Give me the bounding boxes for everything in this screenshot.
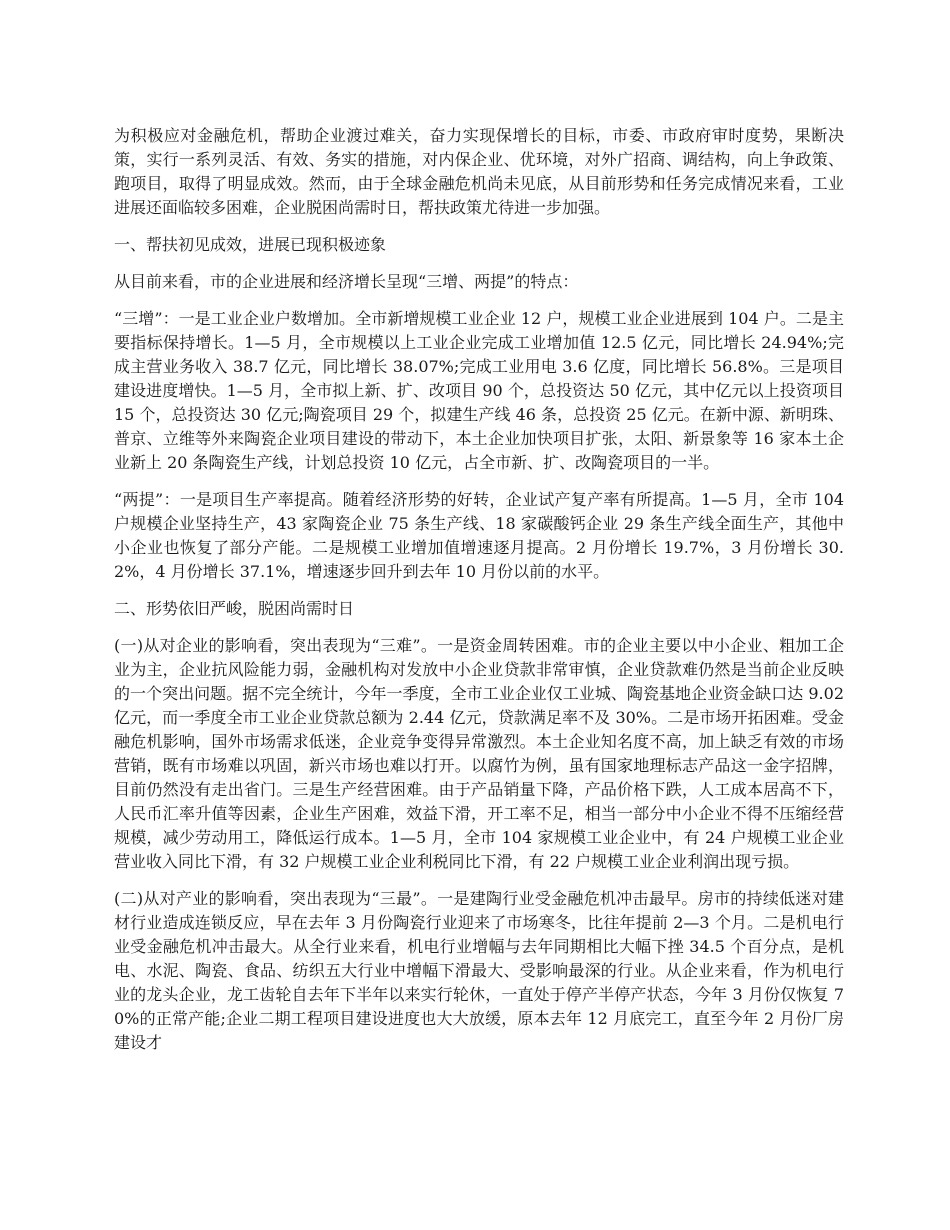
three-increases-paragraph: “三增”：一是工业企业户数增加。全市新增规模工业企业 12 户，规模工业企业进展到 104 户。二是主要指标保持增长。1—5 月，全市规模以上工业企业完成工业增加值 12.5 亿元，同比增长 24.94%;完成主营业务收入 38.7 亿元，同比增长 38.07%;完成工业用电 3.6 亿度，同比增长 56.8%。三是项目建设进度增快。1—5 月，全市拟上新、扩、改项目 90 个，总投资达 50 亿元，其中亿元以上投资项目 15 个，总投资达 30 亿元;陶瓷项目 29 个，拟建生产线 46 条，总投资 25 亿元。在新中源、新明珠、普京、立维等外来陶瓷企业项目建设的带动下，本土企业加快项目扩张，太阳、新景象等 16 家本土企业新上 20 条陶瓷生产线，计划总投资 10 亿元，占全市新、扩、改陶瓷项目的一半。 [114,309,844,472]
two-improvements-paragraph: “两提”：一是项目生产率提高。随着经济形势的好转，企业试产复产率有所提高。1—5 月，全市 104 户规模企业坚持生产，43 家陶瓷企业 75 条生产线、18 家碳酸钙企业 29 条生产线全面生产，其他中小企业也恢复了部分产能。二是规模工业增加值增速逐月提高。2 月份增长 19.7%，3 月份增长 30.2%，4 月份增长 37.1%，增速逐步回升到去年 10 月份以前的水平。 [114,490,844,581]
document-body [114,124,844,1068]
intro-paragraph: 为积极应对金融危机，帮助企业渡过难关，奋力实现保增长的目标，市委、市政府审时度势，果断决策，实行一系列灵活、有效、务实的措施，对内保企业、优环境，对外广招商、调结构，向上争政策、跑项目，取得了明显成效。然而，由于全球金融危机尚未见底，从目前形势和任务完成情况来看，工业进展还面临较多困难，企业脱困尚需时日，帮扶政策尤待进一步加强。 [114,126,844,217]
section-heading-2: 二、形势依旧严峻，脱困尚需时日 [114,599,355,618]
enterprise-impact-paragraph: (一)从对企业的影响看，突出表现为“三难”。一是资金周转困难。市的企业主要以中小企业、粗加工企业为主，企业抗风险能力弱，金融机构对发放中小企业贷款非常审慎，企业贷款难仍然是当前企业反映的一个突出问题。据不完全统计，今年一季度，全市工业企业仅工业城、陶瓷基地企业资金缺口达 9.02 亿元，而一季度全市工业企业贷款总额为 2.44 亿元，贷款满足率不及 30%。二是市场开拓困难。受金融危机影响，国外市场需求低迷，企业竞争变得异常激烈。本土企业知名度不高，加上缺乏有效的市场营销，既有市场难以巩固，新兴市场也难以打开。以腐竹为例，虽有国家地理标志产品这一金字招牌，目前仍然没有走出省门。三是生产经营困难。由于产品销量下降，产品价格下跌，人工成本居高不下，人民币汇率升值等因素，企业生产困难，效益下滑，开工率不足，相当一部分中小企业不得不压缩经营规模，减少劳动用工，降低运行成本。1—5 月，全市 104 家规模工业企业中，有 24 户规模工业企业营业收入同比下滑，有 32 户规模工业企业利税同比下滑，有 22 户规模工业企业利润出现亏损。 [114,636,844,871]
section-1-lead-paragraph: 从目前来看，市的企业进展和经济增长呈现“三增、两提”的特点： [114,272,579,291]
section-heading-1: 一、帮扶初见成效，进展已现积极迹象 [114,235,387,254]
industry-impact-paragraph: (二)从对产业的影响看，突出表现为“三最”。一是建陶行业受金融危机冲击最早。房市的持续低迷对建材行业造成连锁反应，早在去年 3 月份陶瓷行业迎来了市场寒冬，比往年提前 2—3 个月。二是机电行业受金融危机冲击最大。从全行业来看，机电行业增幅与去年同期相比大幅下挫 34.5 个百分点，是机电、水泥、陶瓷、食品、纺织五大行业中增幅下滑最大、受影响最深的行业。从企业来看，作为机电行业的龙头企业，龙工齿轮自去年下半年以来实行轮休，一直处于停产半停产状态，今年 3 月份仅恢复 70%的正常产能;企业二期工程项目建设进度也大大放缓，原本去年 12 月底完工，直至今年 2 月份厂房建设才 [114,889,844,1052]
